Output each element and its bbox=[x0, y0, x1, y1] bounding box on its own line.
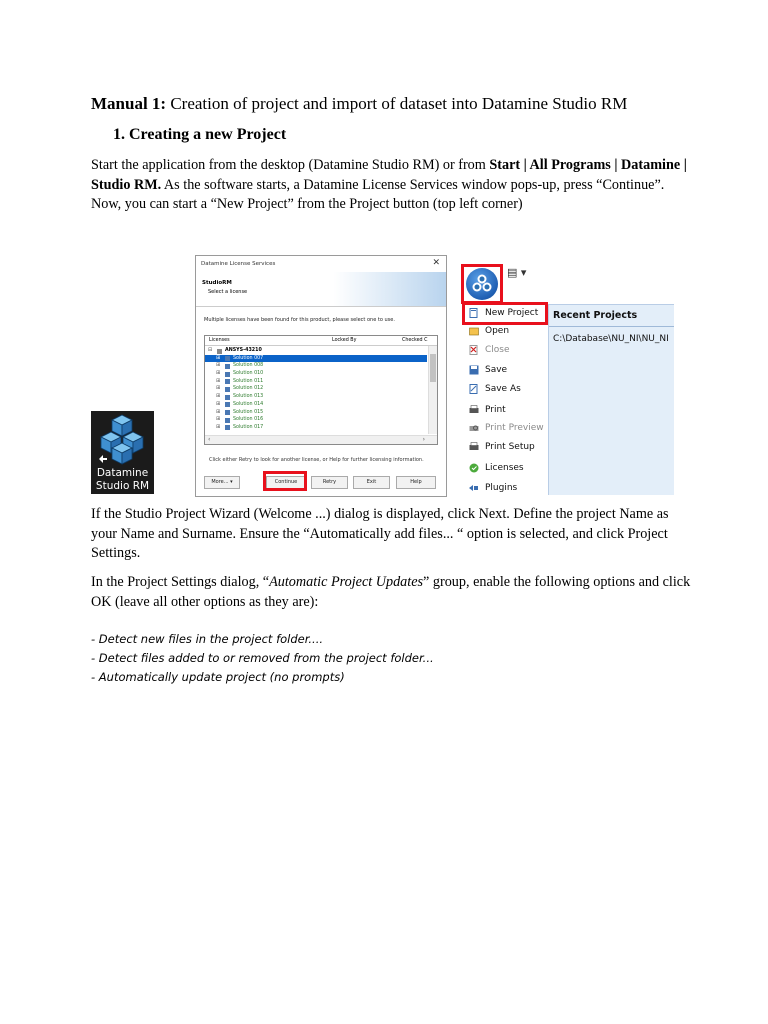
list-item[interactable] bbox=[205, 401, 427, 409]
project-button-highlight bbox=[461, 264, 503, 304]
list-item-label: Solution 013 bbox=[233, 394, 264, 400]
menu-item-label: Licenses bbox=[485, 463, 524, 473]
dialog-titlebar bbox=[196, 256, 446, 272]
license-rows bbox=[205, 347, 427, 432]
list-item-label: Solution 014 bbox=[233, 401, 264, 407]
license-icon bbox=[225, 425, 230, 430]
dropdown-arrow-icon: ▾ bbox=[230, 479, 233, 485]
license-icon bbox=[225, 372, 230, 377]
menu-item-label: Open bbox=[485, 326, 510, 336]
license-list[interactable] bbox=[204, 335, 438, 445]
dialog-button-bar bbox=[196, 473, 446, 495]
scrollbar-thumb[interactable] bbox=[430, 354, 436, 382]
list-item[interactable] bbox=[205, 416, 427, 424]
heading-bold: Manual 1: bbox=[91, 94, 167, 113]
para1-bold: Start | All Programs | Datamine | Studio RM. bbox=[91, 157, 687, 193]
list-item[interactable] bbox=[205, 393, 427, 401]
recent-project-item[interactable]: C:\Database\NU_NI\NU_NI bbox=[553, 334, 669, 344]
expand-icon[interactable]: ⊞ bbox=[216, 385, 221, 392]
list-item-label: Solution 010 bbox=[233, 371, 264, 377]
menu-item-label: Print bbox=[485, 405, 506, 415]
tree-root-label: ANSYS-43210 bbox=[225, 348, 262, 353]
list-item: - Automatically update project (no prompts) bbox=[91, 670, 345, 684]
section-title: 1. Creating a new Project bbox=[113, 126, 287, 143]
server-icon bbox=[217, 349, 222, 354]
list-item[interactable] bbox=[205, 409, 427, 417]
icon-label-line1: Datamine bbox=[96, 467, 149, 479]
recent-projects-pane bbox=[548, 304, 674, 495]
para1-text-a: Start the application from the desktop (Datamine Studio RM) or from bbox=[91, 157, 490, 173]
heading-text: Creation of project and import of dataset into Datamine Studio RM bbox=[166, 94, 628, 113]
expand-icon[interactable]: ⊞ bbox=[216, 377, 221, 384]
para3-text-b: ” group, enable the following options and click OK (leave all other options as they are): bbox=[91, 574, 691, 610]
dialog-subtitle: Select a license bbox=[208, 289, 248, 295]
continue-button[interactable]: Continue bbox=[266, 476, 306, 489]
file-menu-items bbox=[461, 304, 548, 494]
expand-icon[interactable]: ⊞ bbox=[216, 393, 221, 400]
list-item-label: Solution 012 bbox=[233, 386, 264, 392]
collapse-icon[interactable]: ⊟ bbox=[208, 347, 213, 353]
datamine-desktop-icon[interactable] bbox=[91, 411, 154, 494]
more-button-label: More... bbox=[211, 479, 229, 485]
menu-item-label: Close bbox=[485, 345, 510, 355]
plugins-icon bbox=[469, 483, 479, 493]
license-icon bbox=[225, 364, 230, 369]
intro-paragraph bbox=[91, 156, 691, 215]
menu-item-label: Print Setup bbox=[485, 442, 535, 452]
license-icon bbox=[225, 395, 230, 400]
expand-icon[interactable]: ⊞ bbox=[216, 423, 221, 430]
new-project-highlight bbox=[462, 302, 548, 325]
exit-button[interactable]: Exit bbox=[353, 476, 390, 489]
divider bbox=[549, 326, 674, 327]
column-licenses[interactable]: Licenses bbox=[209, 338, 230, 343]
quick-access-toolbar[interactable]: ▤ ▾ bbox=[507, 266, 527, 279]
license-icon bbox=[225, 356, 230, 361]
project-file-menu bbox=[461, 262, 673, 494]
para3-text-a: In the Project Settings dialog, “ bbox=[91, 574, 270, 590]
license-services-dialog bbox=[195, 255, 447, 497]
print-preview-icon bbox=[469, 423, 479, 433]
list-item[interactable] bbox=[205, 362, 427, 370]
scroll-right-icon[interactable]: › bbox=[422, 436, 425, 443]
close-icon[interactable]: ✕ bbox=[432, 258, 440, 268]
license-icon bbox=[225, 418, 230, 423]
printer-icon bbox=[469, 405, 479, 415]
print-setup-icon bbox=[469, 442, 479, 452]
dialog-message: Multiple licenses have been found for this product, please select one to use. bbox=[204, 317, 395, 323]
save-as-icon bbox=[469, 384, 479, 394]
list-header bbox=[205, 336, 437, 346]
licenses-icon bbox=[469, 463, 479, 473]
more-button[interactable] bbox=[204, 476, 240, 489]
dialog-hint: Click either Retry to look for another license, or Help for further licensing information. bbox=[209, 457, 424, 463]
expand-icon[interactable]: ⊞ bbox=[216, 400, 221, 407]
retry-button[interactable]: Retry bbox=[311, 476, 348, 489]
expand-icon[interactable]: ⊞ bbox=[216, 370, 221, 377]
settings-paragraph bbox=[91, 573, 691, 612]
wizard-paragraph: If the Studio Project Wizard (Welcome ...) dialog is displayed, click Next. Define the project Name as your Name and Surname. Ensure the “Automatically add files... “ option is selected, and click Project Settings. bbox=[91, 506, 669, 561]
scroll-left-icon[interactable]: ‹ bbox=[208, 436, 211, 443]
close-document-icon bbox=[469, 345, 479, 355]
list-item-label: Solution 017 bbox=[233, 424, 264, 430]
list-item-label: Solution 011 bbox=[233, 378, 264, 384]
list-item[interactable] bbox=[205, 370, 427, 378]
tree-root[interactable] bbox=[205, 347, 427, 355]
para1-text-b: As the software starts, a Datamine License Services window pops-up, press “Continue”. Now, you can start a “New Project” from the Project button (top left corner) bbox=[91, 176, 665, 212]
dialog-banner bbox=[196, 272, 446, 307]
vertical-scrollbar[interactable] bbox=[428, 346, 437, 434]
list-item-label: Solution 016 bbox=[233, 417, 264, 423]
list-item-label: Solution 007 bbox=[233, 355, 264, 361]
cubes-icon bbox=[91, 411, 154, 469]
expand-icon[interactable]: ⊞ bbox=[216, 362, 221, 369]
menu-item-label: Save As bbox=[485, 384, 521, 394]
license-icon bbox=[225, 402, 230, 407]
options-list bbox=[91, 630, 434, 687]
list-item: - Detect new files in the project folder.... bbox=[91, 632, 324, 646]
list-item-label: Solution 015 bbox=[233, 409, 264, 415]
list-item-label: Solution 008 bbox=[233, 363, 264, 369]
product-name: StudioRM bbox=[202, 280, 232, 286]
help-button[interactable]: Help bbox=[396, 476, 436, 489]
expand-icon[interactable]: ⊞ bbox=[216, 416, 221, 423]
list-item[interactable] bbox=[205, 424, 427, 432]
column-locked-by[interactable]: Locked By bbox=[332, 338, 357, 343]
expand-icon[interactable]: ⊞ bbox=[216, 354, 221, 361]
list-item[interactable] bbox=[205, 378, 427, 386]
expand-icon[interactable]: ⊞ bbox=[216, 408, 221, 415]
list-item: - Detect files added to or removed from the project folder... bbox=[91, 651, 434, 665]
open-folder-icon bbox=[469, 326, 479, 336]
horizontal-scrollbar[interactable] bbox=[205, 435, 437, 444]
menu-item-label: Save bbox=[485, 365, 508, 375]
list-item[interactable] bbox=[205, 385, 427, 393]
license-icon bbox=[225, 387, 230, 392]
menu-item-label: New Project bbox=[485, 308, 539, 318]
list-item[interactable] bbox=[205, 355, 427, 363]
license-icon bbox=[225, 410, 230, 415]
para3-italic: Automatic Project Updates bbox=[269, 574, 424, 590]
continue-highlight bbox=[263, 471, 307, 491]
save-icon bbox=[469, 365, 479, 375]
icon-label-line2: Studio RM bbox=[95, 480, 150, 492]
license-icon bbox=[225, 379, 230, 384]
recent-projects-title: Recent Projects bbox=[553, 310, 638, 321]
dialog-title: Datamine License Services bbox=[201, 261, 276, 267]
page-heading bbox=[91, 94, 627, 114]
column-checked[interactable]: Checked C bbox=[402, 338, 428, 343]
menu-item-label: Print Preview bbox=[485, 423, 544, 433]
menu-item-label: Plugins bbox=[485, 483, 518, 493]
